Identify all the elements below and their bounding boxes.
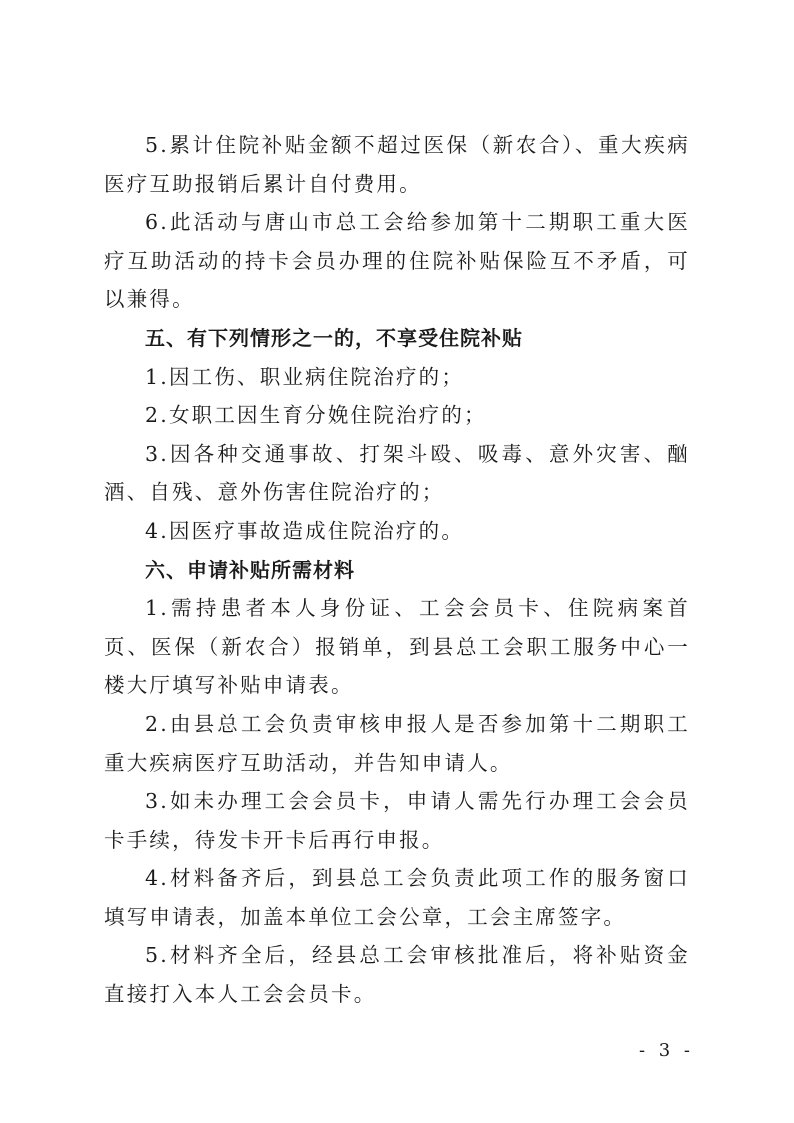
paragraph-exclusion-accidents: 3.因各种交通事故、打架斗殴、吸毒、意外灾害、酗酒、自残、意外伤害住院治疗的； [104, 441, 690, 505]
paragraph-exclusion-medical-accident: 4.因医疗事故造成住院治疗的。 [145, 518, 465, 543]
document-body [104, 126, 690, 1014]
paragraph-material-member-card: 3.如未办理工会会员卡，申请人需先行办理工会会员卡手续，待发卡开卡后再行申报。 [104, 789, 690, 852]
paragraph-exclusion-work-injury: 1.因工伤、职业病住院治疗的； [145, 364, 465, 389]
paragraph-subsidy-limit: 5.累计住院补贴金额不超过医保（新农合）、重大疾病医疗互助报销后累计自付费用。 [104, 133, 690, 196]
page-number: - 3 - [638, 1040, 694, 1061]
paragraph-compatible-insurance: 6.此活动与唐山市总工会给参加第十二期职工重大医疗互助活动的持卡会员办理的住院补贴保险互不矛盾，可以兼得。 [104, 210, 690, 312]
paragraph-exclusion-childbirth: 2.女职工因生育分娩住院治疗的； [145, 403, 487, 428]
section-heading-materials: 六、申请补贴所需材料 [145, 557, 355, 582]
paragraph-material-application-form: 4.材料备齐后，到县总工会负责此项工作的服务窗口填写申请表，加盖本单位工会公章，工会主席签字。 [104, 866, 690, 929]
section-heading-exclusions: 五、有下列情形之一的，不享受住院补贴 [145, 325, 523, 350]
paragraph-material-documents: 1.需持患者本人身份证、工会会员卡、住院病案首页、医保（新农合）报销单，到县总工会职工服务中心一楼大厅填写补贴申请表。 [104, 596, 690, 698]
paragraph-material-review: 2.由县总工会负责审核申报人是否参加第十二期职工重大疾病医疗互助活动，并告知申请人。 [104, 711, 690, 775]
paragraph-material-payment: 5.材料齐全后，经县总工会审核批准后，将补贴资金直接打入本人工会会员卡。 [104, 943, 690, 1007]
